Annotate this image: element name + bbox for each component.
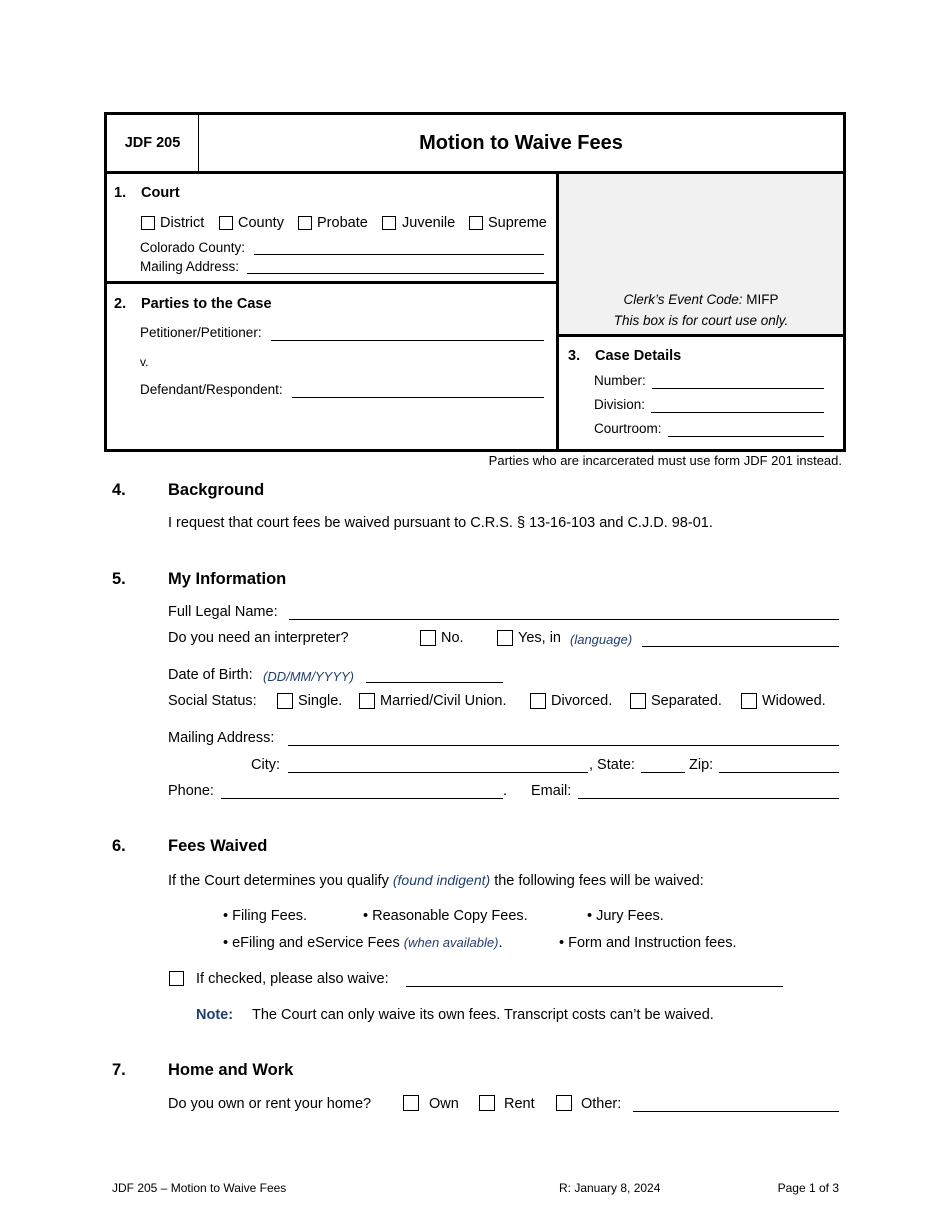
efiling-hint: (when available) <box>403 935 499 950</box>
clerk-box <box>559 174 843 334</box>
fee-item: • Form and Instruction fees. <box>559 935 737 951</box>
status-option-label: Widowed. <box>762 693 826 709</box>
clerk-event-code <box>559 292 843 307</box>
status-option-label: Separated. <box>651 693 722 709</box>
home-question: Do you own or rent your home? <box>168 1096 372 1112</box>
home-option-label: Other: <box>581 1096 622 1112</box>
case-number-field[interactable] <box>652 388 824 389</box>
court-option-label: Probate <box>317 215 368 231</box>
status-widowed-checkbox[interactable] <box>741 693 757 709</box>
also-waive-checkbox[interactable] <box>169 971 184 986</box>
status-divorced-checkbox[interactable] <box>530 693 546 709</box>
fees-intro-hint: (found indigent) <box>392 872 491 888</box>
fees-intro-text: the following fees will be waived: <box>494 873 704 889</box>
court-number: 1. <box>114 185 127 201</box>
court-option-label: Supreme <box>488 215 547 231</box>
court-option-label: County <box>238 215 284 231</box>
fees-number: 6. <box>112 837 126 855</box>
note-label: Note: <box>196 1007 234 1023</box>
note-text: The Court can only waive its own fees. Transcript costs can’t be waived. <box>252 1007 714 1023</box>
efiling-period: . <box>498 935 503 951</box>
form-title: Motion to Waive Fees <box>419 131 623 154</box>
dob-hint: (DD/MM/YYYY) <box>263 669 354 684</box>
fee-item: • eFiling and eService Fees <box>223 935 400 951</box>
background-number: 4. <box>112 481 126 499</box>
fees-heading: Fees Waived <box>168 837 268 855</box>
parties-heading: Parties to the Case <box>141 296 272 312</box>
status-option-label: Single. <box>298 693 343 709</box>
division-label: Division: <box>594 397 646 412</box>
home-other-checkbox[interactable] <box>556 1095 572 1111</box>
status-option-label: Divorced. <box>551 693 613 709</box>
state-label: , State: <box>589 757 635 773</box>
case-details-number: 3. <box>568 348 581 364</box>
phone-field[interactable] <box>221 798 503 799</box>
court-district-checkbox[interactable] <box>141 216 155 230</box>
phone-period: . <box>503 783 508 799</box>
courtroom-field[interactable] <box>668 436 824 437</box>
home-work-number: 7. <box>112 1061 126 1079</box>
defendant-label: Defendant/Respondent: <box>140 382 283 397</box>
status-option-label: Married/Civil Union. <box>380 693 507 709</box>
court-address-label: Mailing Address: <box>140 259 240 274</box>
email-field[interactable] <box>578 798 839 799</box>
footer-page-number: Page 1 of 3 <box>777 1181 839 1195</box>
interpreter-label: Do you need an interpreter? <box>168 630 349 646</box>
language-field[interactable] <box>642 646 839 647</box>
courtroom-label: Courtroom: <box>594 421 662 436</box>
parties-number: 2. <box>114 296 127 312</box>
phone-label: Phone: <box>168 783 214 799</box>
clerk-note: This box is for court use only. <box>613 313 789 328</box>
language-hint: (language) <box>570 632 633 647</box>
home-other-field[interactable] <box>633 1111 839 1112</box>
also-waive-field[interactable] <box>406 986 783 987</box>
status-separated-checkbox[interactable] <box>630 693 646 709</box>
court-option-label: Juvenile <box>402 215 456 231</box>
background-heading: Background <box>168 481 265 499</box>
versus-label: v. <box>140 355 149 369</box>
petitioner-label: Petitioner/Petitioner: <box>140 325 262 340</box>
status-single-checkbox[interactable] <box>277 693 293 709</box>
case-details-heading: Case Details <box>595 348 682 364</box>
fee-item: • Jury Fees. <box>587 908 664 924</box>
full-name-field[interactable] <box>289 619 839 620</box>
fee-item: • Filing Fees. <box>223 908 308 924</box>
my-info-heading: My Information <box>168 570 287 588</box>
zip-field[interactable] <box>719 772 839 773</box>
home-option-label: Own <box>429 1096 459 1112</box>
dob-label: Date of Birth: <box>168 667 253 683</box>
incarcerated-note: Parties who are incarcerated must use form JDF 201 instead. <box>488 453 842 468</box>
colorado-county-label: Colorado County: <box>140 240 246 255</box>
court-heading: Court <box>141 185 180 201</box>
full-name-label: Full Legal Name: <box>168 604 278 620</box>
interpreter-no-label: No. <box>441 630 464 646</box>
form-header <box>104 112 846 174</box>
petitioner-field[interactable] <box>271 340 544 341</box>
fee-item: • Reasonable Copy Fees. <box>363 908 528 924</box>
home-option-label: Rent <box>504 1096 535 1112</box>
case-number-label: Number: <box>594 373 646 388</box>
social-status-label: Social Status: <box>168 693 257 709</box>
home-own-checkbox[interactable] <box>403 1095 419 1111</box>
mailing-address-label: Mailing Address: <box>168 730 275 746</box>
also-waive-label: If checked, please also waive: <box>196 971 389 987</box>
my-info-number: 5. <box>112 570 126 588</box>
city-field[interactable] <box>288 772 588 773</box>
footer-form-name: JDF 205 – Motion to Waive Fees <box>112 1181 287 1195</box>
dob-field[interactable] <box>366 682 503 683</box>
court-county-checkbox[interactable] <box>219 216 233 230</box>
court-supreme-checkbox[interactable] <box>469 216 483 230</box>
court-option-label: District <box>160 215 205 231</box>
status-married-checkbox[interactable] <box>359 693 375 709</box>
clerk-code-label: Clerk’s Event Code: <box>623 292 743 307</box>
fees-intro <box>168 872 704 889</box>
zip-label: Zip: <box>689 757 714 773</box>
court-juvenile-checkbox[interactable] <box>382 216 396 230</box>
fee-item-efiling <box>223 935 502 951</box>
interpreter-yes-label: Yes, in <box>518 630 561 646</box>
background-text: I request that court fees be waived pursuant to C.R.S. § 13-16-103 and C.J.D. 98-01. <box>168 515 713 531</box>
footer-revision: R: January 8, 2024 <box>559 1181 661 1195</box>
fees-intro-text: If the Court determines you qualify <box>168 873 389 889</box>
colorado-county-field[interactable] <box>254 254 544 255</box>
interpreter-no-checkbox[interactable] <box>420 630 436 646</box>
home-work-heading: Home and Work <box>168 1061 294 1079</box>
state-field[interactable] <box>641 772 685 773</box>
division-field[interactable] <box>651 412 824 413</box>
grid-divider-left <box>104 281 559 284</box>
court-address-field[interactable] <box>247 273 544 274</box>
court-probate-checkbox[interactable] <box>298 216 312 230</box>
email-label: Email: <box>531 783 572 799</box>
grid-divider-right <box>559 334 846 337</box>
clerk-code-value: MIFP <box>746 292 779 307</box>
city-label: City: <box>251 757 280 773</box>
form-id: JDF 205 <box>107 115 199 171</box>
mailing-address-field[interactable] <box>288 745 839 746</box>
home-rent-checkbox[interactable] <box>479 1095 495 1111</box>
interpreter-yes-checkbox[interactable] <box>497 630 513 646</box>
defendant-field[interactable] <box>292 397 544 398</box>
